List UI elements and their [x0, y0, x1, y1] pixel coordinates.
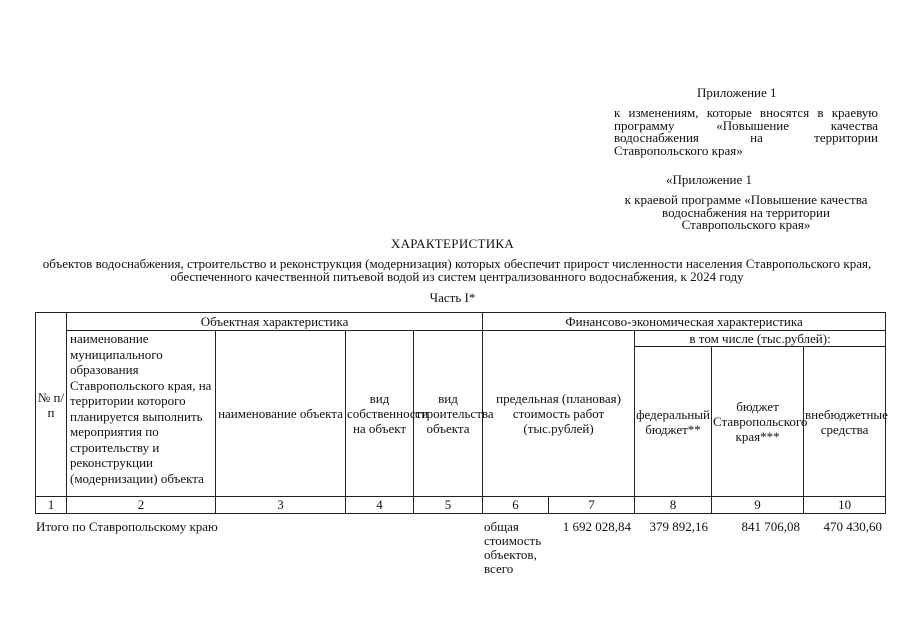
header-ownership: вид собственности на объект	[346, 331, 414, 497]
header-including: в том числе (тыс.рублей):	[635, 331, 886, 347]
characteristics-table	[35, 312, 886, 514]
column-number: 6	[483, 497, 549, 514]
sub-appendix-title: «Приложение 1	[666, 172, 753, 187]
header-construction-type: вид строительства объекта	[414, 331, 483, 497]
document-title: ХАРАКТЕРИСТИКА	[390, 236, 515, 251]
total-cost-label: общая стоимость объектов, всего	[484, 519, 542, 576]
appendix-text: к изменениям, которые вносятся в краевую программу «Повышение качества водоснабжения на территории Ставропольского края»	[614, 105, 878, 158]
sub-appendix-text: к краевой программе «Повышение качества водоснабжения на территории Ставропольского края»	[624, 192, 868, 232]
column-number: 3	[216, 497, 346, 514]
header-max-cost: предельная (плановая) стоимость работ (тыс.рублей)	[483, 331, 635, 497]
header-finance-group: Финансово-экономическая характеристика	[483, 313, 886, 331]
column-number: 10	[804, 497, 886, 514]
total-extrabudget-value: 470 430,60	[823, 519, 882, 534]
part-label: Часть I*	[429, 290, 476, 305]
total-cost-value: 1 692 028,84	[562, 519, 631, 534]
column-number: 8	[635, 497, 712, 514]
column-number: 7	[549, 497, 635, 514]
total-regional-value: 841 706,08	[741, 519, 800, 534]
header-row-number: № п/п	[36, 313, 67, 497]
header-object-name: наименование объекта	[216, 331, 346, 497]
header-extrabudget: внебюджетные средства	[804, 347, 886, 497]
total-row	[35, 520, 885, 576]
header-regional-budget: бюджет Ставропольского края***	[712, 347, 804, 497]
column-number: 4	[346, 497, 414, 514]
column-number: 5	[414, 497, 483, 514]
document-subtitle: объектов водоснабжения, строительство и реконструкция (модернизация) которых обеспечит прирост численности населения Ставропольского края, обеспеченного качественной питьевой водой из систем централизованного водоснабжения, к 2024 году	[42, 256, 872, 284]
total-federal-value: 379 892,16	[649, 519, 708, 534]
header-municipality: наименование муниципального образования Ставропольского края, на территории которого планируется выполнить мероприятия по строительству и реконструкции (модернизации) объекта	[67, 331, 216, 497]
header-federal-budget: федеральный бюджет**	[635, 347, 712, 497]
column-number: 1	[36, 497, 67, 514]
header-object-group: Объектная характеристика	[67, 313, 483, 331]
column-number: 2	[67, 497, 216, 514]
appendix-title: Приложение 1	[697, 85, 777, 100]
column-numbers-row	[36, 497, 886, 514]
column-number: 9	[712, 497, 804, 514]
total-label: Итого по Ставропольскому краю	[36, 519, 218, 534]
